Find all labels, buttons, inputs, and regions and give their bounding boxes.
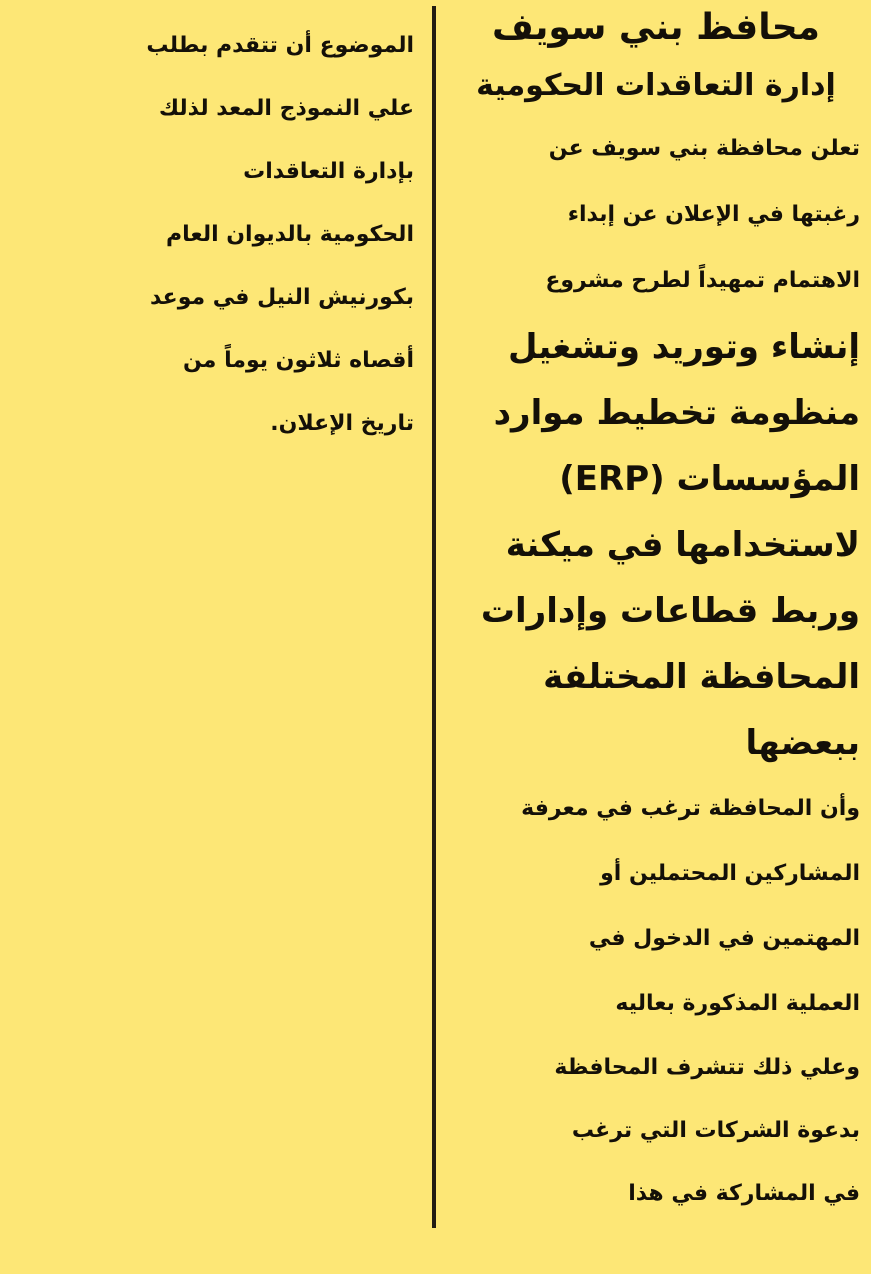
- body-line: المهتمين في الدخول في: [588, 926, 860, 951]
- left-line: تاريخ الإعلان.: [270, 411, 414, 436]
- project-line: وربط قطاعات وإدارات: [480, 591, 860, 631]
- left-column: [6, 14, 414, 455]
- body-line: المشاركين المحتملين أو: [600, 861, 860, 886]
- body-line: وأن المحافظة ترغب في معرفة: [521, 796, 860, 821]
- header-title: محافظ بني سويف: [492, 7, 820, 48]
- left-line: بكورنيش النيل في موعد: [149, 285, 414, 310]
- project-line: إنشاء وتوريد وتشغيل: [508, 327, 860, 367]
- project-line: المؤسسات (ERP): [559, 459, 860, 499]
- left-line: أقصاه ثلاثون يوماً من: [183, 348, 414, 373]
- closing-line: في المشاركة في هذا: [628, 1181, 860, 1206]
- closing-line: بدعوة الشركات التي ترغب: [571, 1118, 860, 1143]
- intro-line: رغبتها في الإعلان عن إبداء: [567, 202, 860, 227]
- project-line: لاستخدامها في ميكنة: [505, 525, 860, 565]
- left-line: بإدارة التعاقدات: [243, 159, 414, 184]
- closing-line: وعلي ذلك تتشرف المحافظة: [554, 1055, 860, 1080]
- project-line: ببعضها: [745, 723, 860, 763]
- column-divider: [432, 6, 436, 1228]
- body-line: العملية المذكورة بعاليه: [615, 991, 860, 1016]
- left-line: علي النموذج المعد لذلك: [158, 96, 414, 121]
- left-line: الموضوع أن تتقدم بطلب: [146, 33, 414, 58]
- right-column: [452, 0, 860, 1225]
- left-line: الحكومية بالديوان العام: [166, 222, 414, 247]
- intro-line: الاهتمام تمهيداً لطرح مشروع: [545, 268, 860, 293]
- project-line: المحافظة المختلفة: [543, 657, 860, 697]
- intro-line: تعلن محافظة بني سويف عن: [548, 136, 860, 161]
- header-subtitle: إدارة التعاقدات الحكومية: [476, 68, 836, 103]
- project-line: منظومة تخطيط موارد: [493, 393, 860, 433]
